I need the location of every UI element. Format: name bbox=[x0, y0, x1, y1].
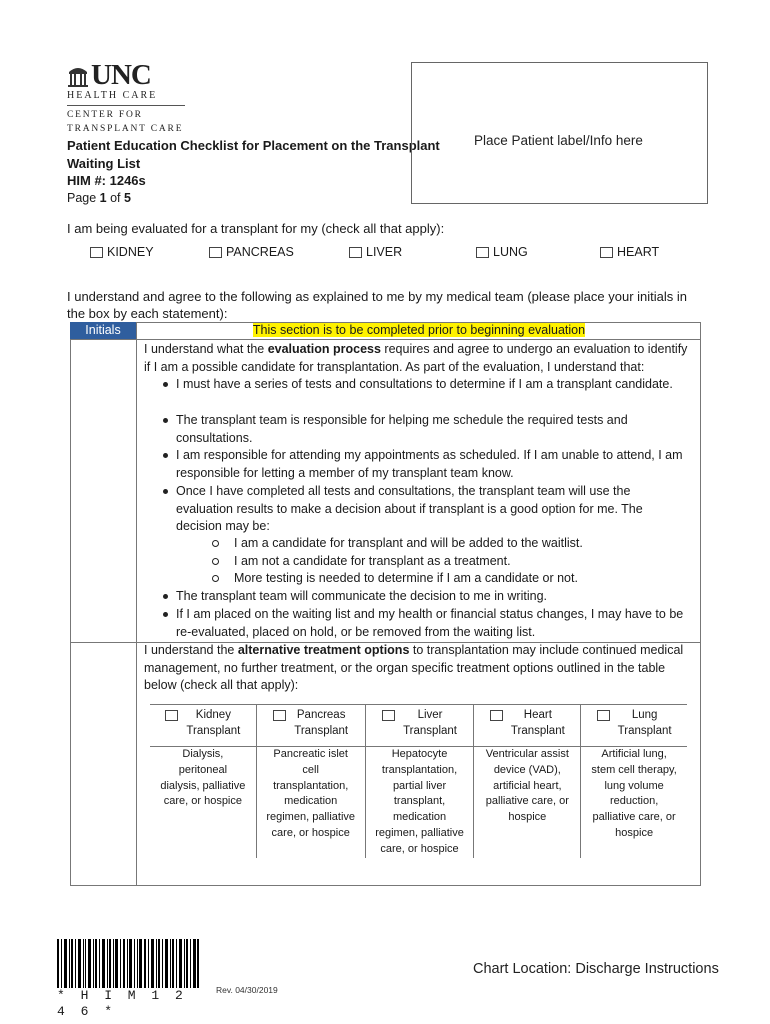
page-indicator: Page 1 of 5 bbox=[67, 190, 131, 205]
checkbox[interactable] bbox=[209, 247, 222, 258]
alternatives-intro: I understand the alternative treatment options to transplantation may include continued medical management, no further treatment, or the organ specific treatment options outlined in the table below (check all that apply): bbox=[144, 643, 684, 693]
checkbox[interactable] bbox=[165, 710, 178, 721]
initials-field-evaluation[interactable] bbox=[71, 340, 136, 642]
organ-option-kidney[interactable]: KIDNEY bbox=[90, 245, 154, 259]
barcode-image bbox=[57, 939, 199, 994]
alternative-options-table bbox=[150, 704, 687, 858]
checkbox[interactable] bbox=[90, 247, 103, 258]
alt-cell-lung: Artificial lung, stem cell therapy, lung volume reduction, palliative care, or hospice bbox=[581, 747, 687, 858]
evaluation-intro: I understand what the evaluation process requires and agree to undergo an evaluation to identify if I am a possible candidate for transplantation. As part of the evaluation, I understand that: bbox=[144, 342, 688, 374]
logo-center-for: CENTER FOR bbox=[67, 110, 143, 120]
logo-health-care: HEALTH CARE bbox=[67, 90, 185, 106]
form-title-line2: Waiting List bbox=[67, 155, 141, 171]
agree-statement: I understand and agree to the following as explained to me by my medical team (please place your initials in the box by each statement): bbox=[67, 289, 688, 321]
initials-field-alternatives[interactable] bbox=[71, 643, 136, 885]
alt-cell-pancreas: Pancreatic islet cell transplantation, medication regimen, palliative care, or hospice bbox=[256, 747, 365, 858]
bullet-item: Once I have completed all tests and consultations, the transplant team will use the evaluation results to make a decision about if transplant is a good option for me. The decision may be: bbox=[176, 483, 686, 536]
sub-bullet-item: More testing is needed to determine if I am a candidate or not. bbox=[234, 570, 664, 588]
form-header bbox=[67, 137, 440, 207]
alt-header-liver[interactable]: Liver Transplant bbox=[365, 705, 474, 747]
organ-option-liver[interactable]: LIVER bbox=[349, 245, 402, 259]
patient-label-text: Place Patient label/Info here bbox=[474, 133, 643, 148]
revision-date: Rev. 04/30/2019 bbox=[216, 985, 278, 995]
bullet-item: The transplant team is responsible for helping me schedule the required tests and consultations. bbox=[176, 412, 686, 447]
form-title-line1: Patient Education Checklist for Placement on the Transplant bbox=[67, 138, 440, 153]
organ-option-pancreas[interactable]: PANCREAS bbox=[209, 245, 294, 259]
alt-header-kidney[interactable]: Kidney Transplant bbox=[150, 705, 256, 747]
checkbox[interactable] bbox=[597, 710, 610, 721]
checkbox[interactable] bbox=[476, 247, 489, 258]
section-title: This section is to be completed prior to beginning evaluation bbox=[252, 323, 586, 337]
initials-header: Initials bbox=[70, 322, 136, 339]
alt-header-pancreas[interactable]: Pancreas Transplant bbox=[256, 705, 365, 747]
alt-header-heart[interactable]: Heart Transplant bbox=[474, 705, 581, 747]
checkbox[interactable] bbox=[349, 247, 362, 258]
alt-header-lung[interactable]: Lung Transplant bbox=[581, 705, 687, 747]
checkbox[interactable] bbox=[600, 247, 613, 258]
him-number: HIM #: 1246s bbox=[67, 173, 146, 188]
organ-option-lung[interactable]: LUNG bbox=[476, 245, 528, 259]
logo-wordmark: UNC bbox=[91, 59, 151, 91]
bullet-item: If I am placed on the waiting list and my health or financial status changes, I may have to be re-evaluated, placed on hold, or be removed from the waiting list. bbox=[176, 606, 686, 641]
sub-bullet-item: I am a candidate for transplant and will be added to the waitlist. bbox=[234, 535, 664, 553]
agreement-table bbox=[70, 322, 701, 886]
sub-bullet-item: I am not a candidate for transplant as a treatment. bbox=[234, 553, 664, 571]
patient-label-box[interactable] bbox=[411, 62, 708, 204]
chart-location: Chart Location: Discharge Instructions bbox=[473, 961, 719, 977]
alt-cell-heart: Ventricular assist device (VAD), artificial heart, palliative care, or hospice bbox=[474, 747, 581, 858]
alt-cell-liver: Hepatocyte transplantation, partial liver transplant, medication regimen, palliative care, or hospice bbox=[365, 747, 474, 858]
logo-transplant-care: TRANSPLANT CARE bbox=[67, 124, 184, 134]
checkbox[interactable] bbox=[382, 710, 395, 721]
bullet-item: I must have a series of tests and consultations to determine if I am a transplant candidate. bbox=[176, 376, 686, 394]
organ-option-heart[interactable]: HEART bbox=[600, 245, 659, 259]
organ-checklist bbox=[90, 245, 690, 263]
alt-cell-kidney: Dialysis, peritoneal dialysis, palliative care, or hospice bbox=[150, 747, 256, 858]
bullet-item: The transplant team will communicate the decision to me in writing. bbox=[176, 588, 686, 606]
checkbox[interactable] bbox=[273, 710, 286, 721]
bullet-item: I am responsible for attending my appointments as scheduled. If I am unable to attend, I am responsible for letting a member of my transplant team know. bbox=[176, 447, 686, 482]
checkbox[interactable] bbox=[490, 710, 503, 721]
evaluated-prompt: I am being evaluated for a transplant for my (check all that apply): bbox=[67, 221, 445, 236]
old-well-icon bbox=[67, 64, 89, 88]
unc-logo bbox=[67, 58, 192, 134]
barcode-text: * H I M 1 2 4 6 * bbox=[57, 988, 202, 1004]
